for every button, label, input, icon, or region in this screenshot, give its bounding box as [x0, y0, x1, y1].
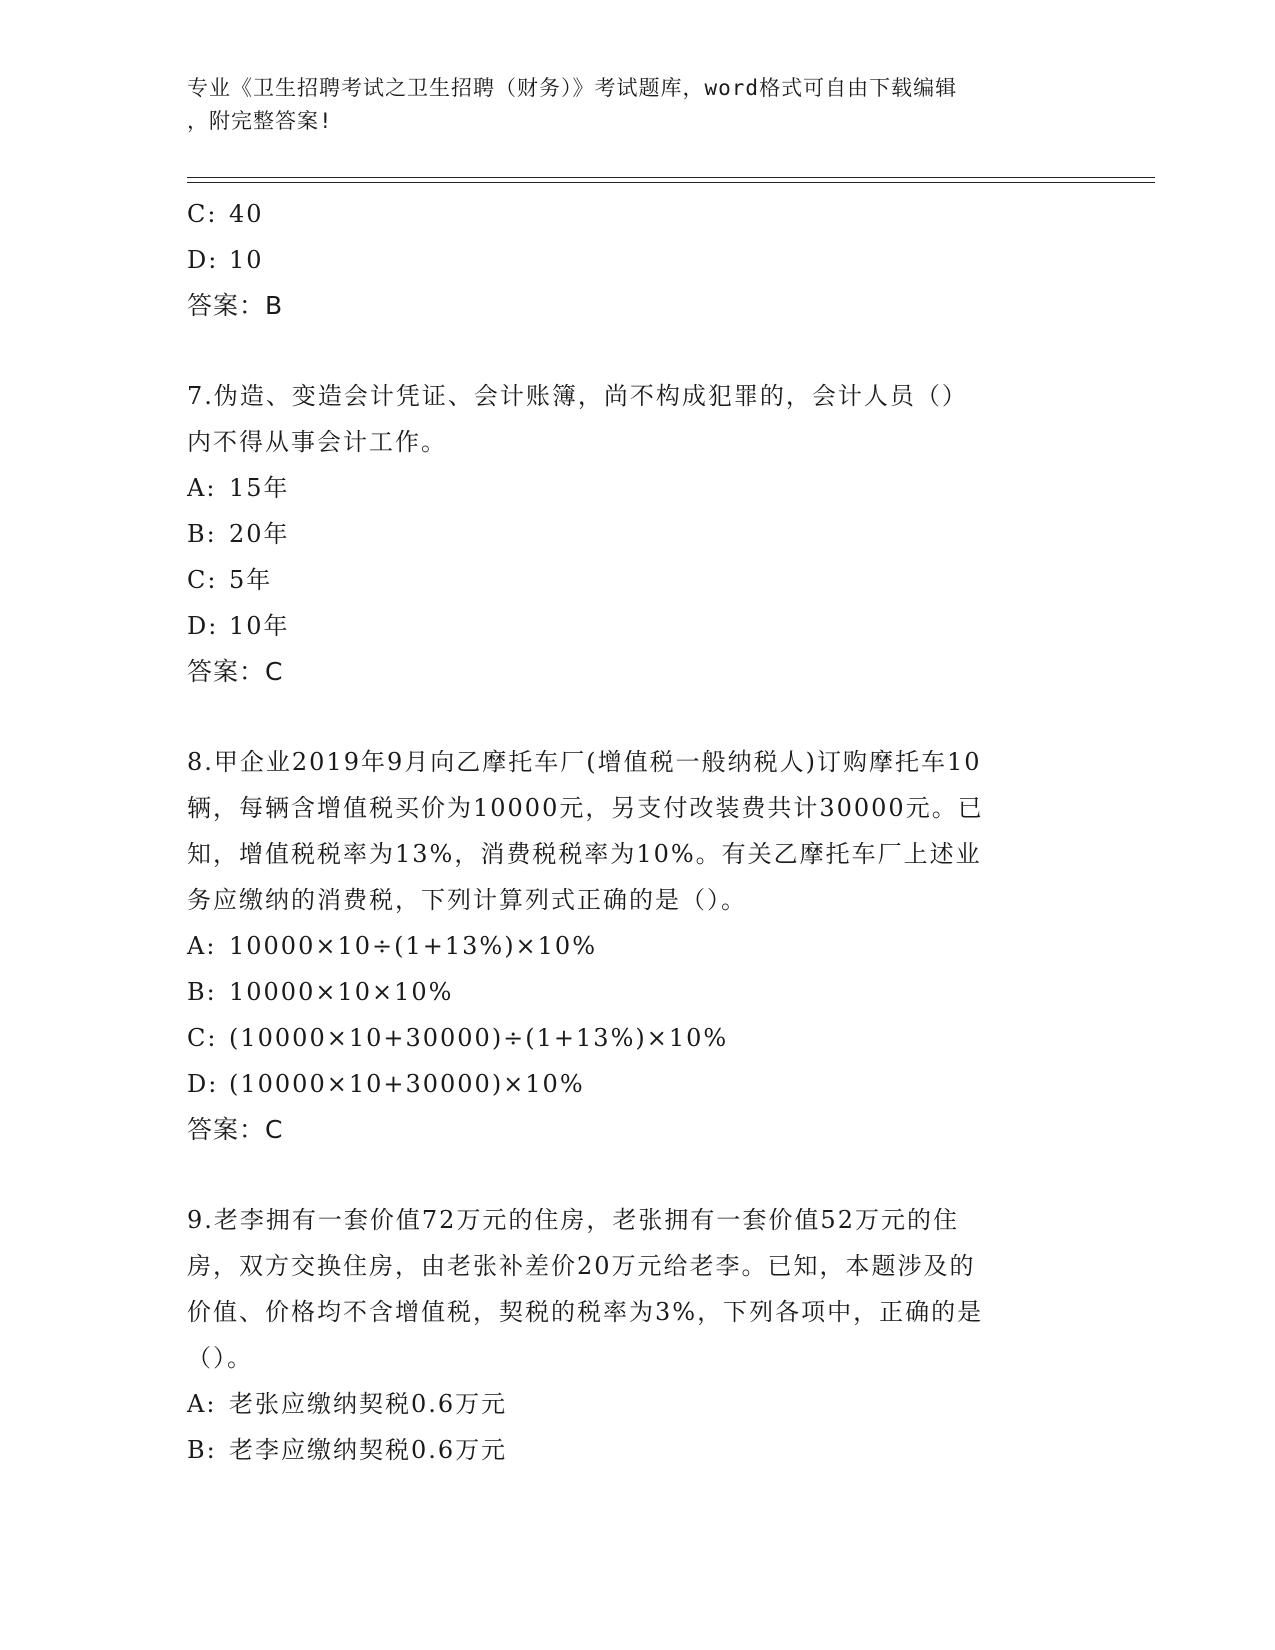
option-text: 老李应缴纳契税0.6万元 [229, 1436, 508, 1464]
question-9 [187, 1197, 1087, 1473]
option-text: 10 [229, 246, 264, 274]
option-b [187, 511, 1087, 557]
option-key: A: [187, 474, 217, 502]
option-text: 老张应缴纳契税0.6万元 [229, 1390, 508, 1418]
question-stem-line: 价值、价格均不含增值税，契税的税率为3%，下列各项中，正确的是 [187, 1298, 984, 1326]
question-stem-line: 房，双方交换住房，由老张补差价20万元给老李。已知，本题涉及的 [187, 1252, 976, 1280]
answer-line: 答案：B [187, 291, 284, 320]
option-text: 40 [229, 200, 264, 228]
header-line-1: 专业《卫生招聘考试之卫生招聘（财务）》考试题库，word格式可自由下载编辑 [187, 76, 958, 100]
answer-line: 答案：C [187, 1115, 284, 1144]
option-c [187, 1015, 1087, 1061]
header-line-2: ，附完整答案! [187, 109, 333, 133]
option-text: 20年 [229, 520, 290, 548]
option-a [187, 465, 1087, 511]
option-key: C: [187, 566, 218, 594]
option-b [187, 1427, 1087, 1473]
answer-line: 答案：C [187, 657, 284, 686]
header-divider-top [187, 177, 1155, 178]
option-c [187, 191, 1087, 237]
option-key: D: [187, 246, 219, 274]
option-key: C: [187, 1024, 218, 1052]
option-text: (10000×10+30000)×10% [229, 1070, 585, 1098]
option-c [187, 557, 1087, 603]
header-divider-bottom [187, 182, 1155, 183]
option-key: A: [187, 932, 217, 960]
question-stem-line: 内不得从事会计工作。 [187, 428, 447, 456]
option-text: 5年 [229, 566, 273, 594]
option-key: B: [187, 520, 217, 548]
question-stem-line: 7.伪造、变造会计凭证、会计账簿，尚不构成犯罪的，会计人员（） [187, 382, 968, 410]
spacer [187, 329, 1087, 373]
spacer [187, 695, 1087, 739]
page-header [187, 72, 1067, 138]
option-a [187, 1381, 1087, 1427]
option-key: C: [187, 200, 218, 228]
option-text: 10000×10×10% [229, 978, 454, 1006]
option-text: 10000×10÷(1+13%)×10% [229, 932, 598, 960]
question-6-tail [187, 191, 1087, 329]
question-stem-line: 9.老李拥有一套价值72万元的住房，老张拥有一套价值52万元的住 [187, 1206, 959, 1234]
question-8 [187, 739, 1087, 1153]
option-a [187, 923, 1087, 969]
option-key: B: [187, 1436, 217, 1464]
question-7 [187, 373, 1087, 695]
option-text: 15年 [229, 474, 290, 502]
option-d [187, 603, 1087, 649]
spacer [187, 1153, 1087, 1197]
option-key: D: [187, 612, 219, 640]
question-stem-line: （）。 [187, 1344, 253, 1372]
option-d [187, 237, 1087, 283]
option-d [187, 1061, 1087, 1107]
question-stem-line: 8.甲企业2019年9月向乙摩托车厂(增值税一般纳税人)订购摩托车10 [187, 748, 982, 776]
option-b [187, 969, 1087, 1015]
option-text: 10年 [229, 612, 290, 640]
question-stem-line: 辆，每辆含增值税买价为10000元，另支付改装费共计30000元。已 [187, 794, 984, 822]
option-key: A: [187, 1390, 217, 1418]
question-stem-line: 务应缴纳的消费税，下列计算列式正确的是（）。 [187, 886, 747, 914]
option-key: B: [187, 978, 217, 1006]
question-stem-line: 知，增值税税率为13%，消费税税率为10%。有关乙摩托车厂上述业 [187, 840, 982, 868]
option-text: (10000×10+30000)÷(1+13%)×10% [229, 1024, 729, 1052]
option-key: D: [187, 1070, 219, 1098]
question-list [187, 191, 1087, 1473]
